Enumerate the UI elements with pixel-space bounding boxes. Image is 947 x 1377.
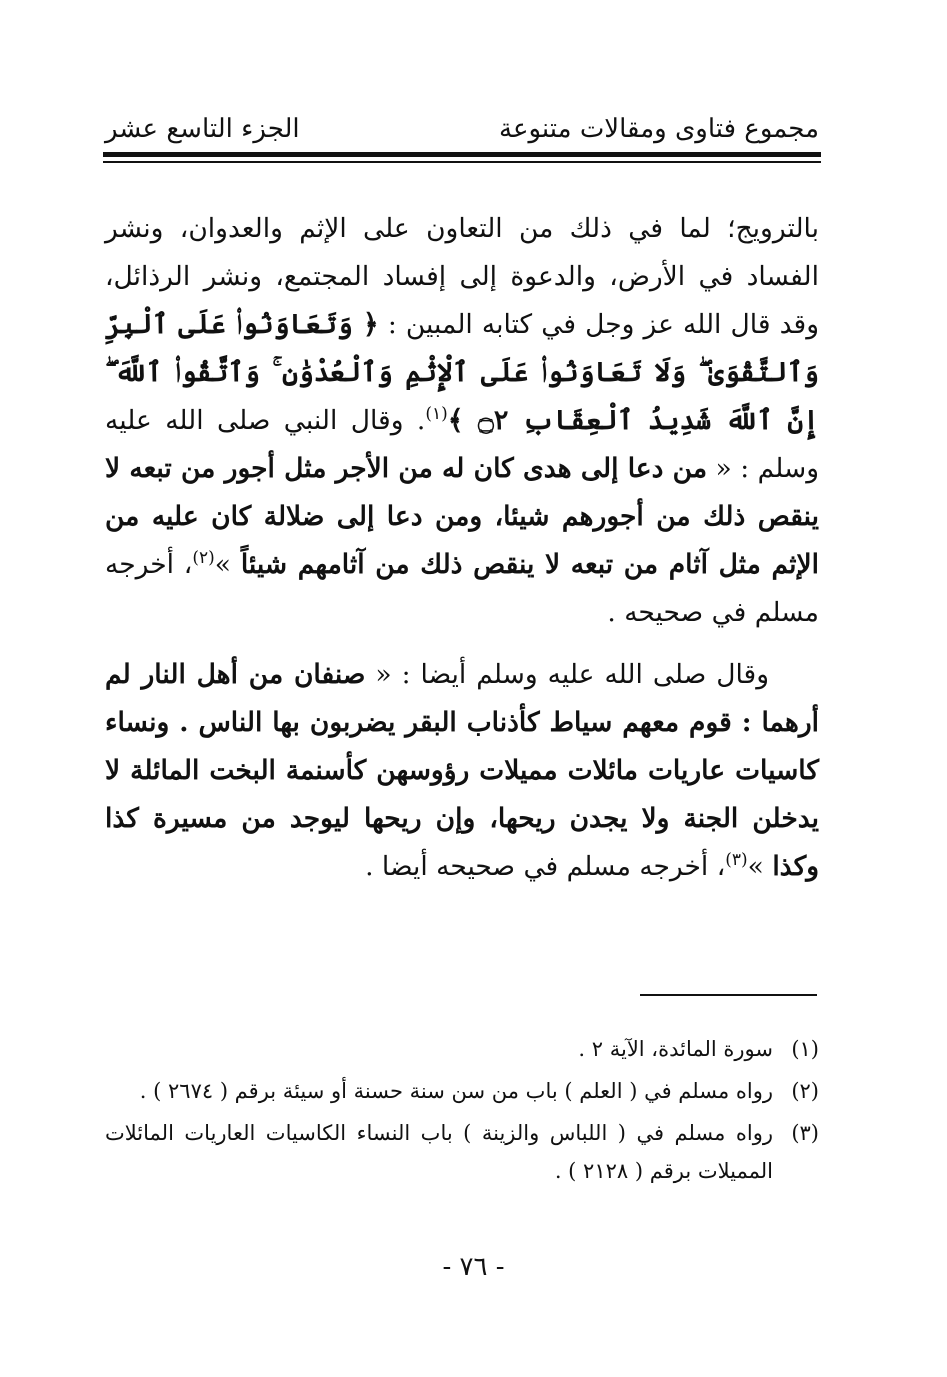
- p1-intro: بالترويج؛ لما في ذلك من التعاون على الإثم والعدوان، ونشر الفساد في الأرض، والدعوة إلى إفساد المجتمع، ونشر الرذائل، وقد قال الله عز وجل في كتابه المبين :: [105, 213, 819, 340]
- volume-label: الجزء التاسع عشر: [105, 114, 300, 144]
- footnote-ref-1: (١): [425, 404, 448, 425]
- footnote-2: [105, 1072, 819, 1110]
- p1-mid: . وقال النبي صلى الله عليه وسلم : «: [105, 405, 819, 484]
- p1-end: ، أخرجه مسلم في صحيحه .: [105, 549, 819, 628]
- page-number: - ٧٦ -: [442, 1252, 505, 1282]
- footnote-number: (١): [791, 1037, 819, 1061]
- footnote-separator: [640, 994, 817, 996]
- quran-verse: ﴿ وَتَعَاوَنُوا۟ عَلَى ٱلْبِرِّ وَٱلتَّقْوَىٰ ۖ وَلَا تَعَاوَنُوا۟ عَلَى ٱلْإِثْمِ وَٱلْعُدْوَٰنِ ۚ وَٱتَّقُوا۟ ٱللَّهَ ۖ إِنَّ ٱللَّهَ شَدِيدُ ٱلْعِقَابِ ۝٢ ﴾: [105, 309, 819, 436]
- footnote-text: سورة المائدة، الآية ٢ .: [578, 1037, 773, 1061]
- footnote-ref-2: (٢): [192, 548, 215, 569]
- footnote-number: (٣): [791, 1121, 819, 1145]
- p2-intro: وقال صلى الله عليه وسلم أيضا : «: [365, 659, 769, 690]
- footnote-1: [105, 1030, 819, 1068]
- p2-close: »: [747, 851, 773, 882]
- main-text: [105, 205, 819, 891]
- footnote-ref-3: (٣): [725, 850, 748, 871]
- paragraph-2: [105, 651, 819, 891]
- book-title: مجموع فتاوى ومقالات متنوعة: [499, 114, 819, 144]
- paragraph-1: [105, 205, 819, 637]
- hadith-2: صنفان من أهل النار لم أرهما : قوم معهم سياط كأذناب البقر يضربون بها الناس . ونساء كاسيات عاريات مائلات مميلات رؤوسهن كأسنمة البخت المائلة لا يدخلن الجنة ولا يجدن ريحها، وإن ريحها ليوجد من مسيرة كذا وكذا: [105, 659, 819, 882]
- header-rule-thick: [103, 152, 821, 157]
- footnote-3: [105, 1114, 819, 1190]
- p2-end: ، أخرجه مسلم في صحيحه أيضا .: [365, 851, 726, 882]
- p1-close: »: [214, 549, 241, 580]
- footnote-text: رواه مسلم في ( اللباس والزينة ) باب النساء الكاسيات العاريات المائلات المميلات برقم ( ٢١٢٨ ) .: [105, 1121, 773, 1183]
- footnote-number: (٢): [791, 1079, 819, 1103]
- running-header: [105, 108, 819, 148]
- hadith-1: من دعا إلى هدى كان له من الأجر مثل أجور من تبعه لا ينقص ذلك من أجورهم شيئا، ومن دعا إلى ضلالة كان عليه من الإثم مثل آثام من تبعه لا ينقص ذلك من آثامهم شيئاً: [105, 453, 820, 580]
- header-rule-thin: [103, 161, 821, 163]
- footnote-text: رواه مسلم في ( العلم ) باب من سن سنة حسنة أو سيئة برقم ( ٢٦٧٤ ) .: [139, 1079, 773, 1103]
- footnotes: [105, 1030, 819, 1194]
